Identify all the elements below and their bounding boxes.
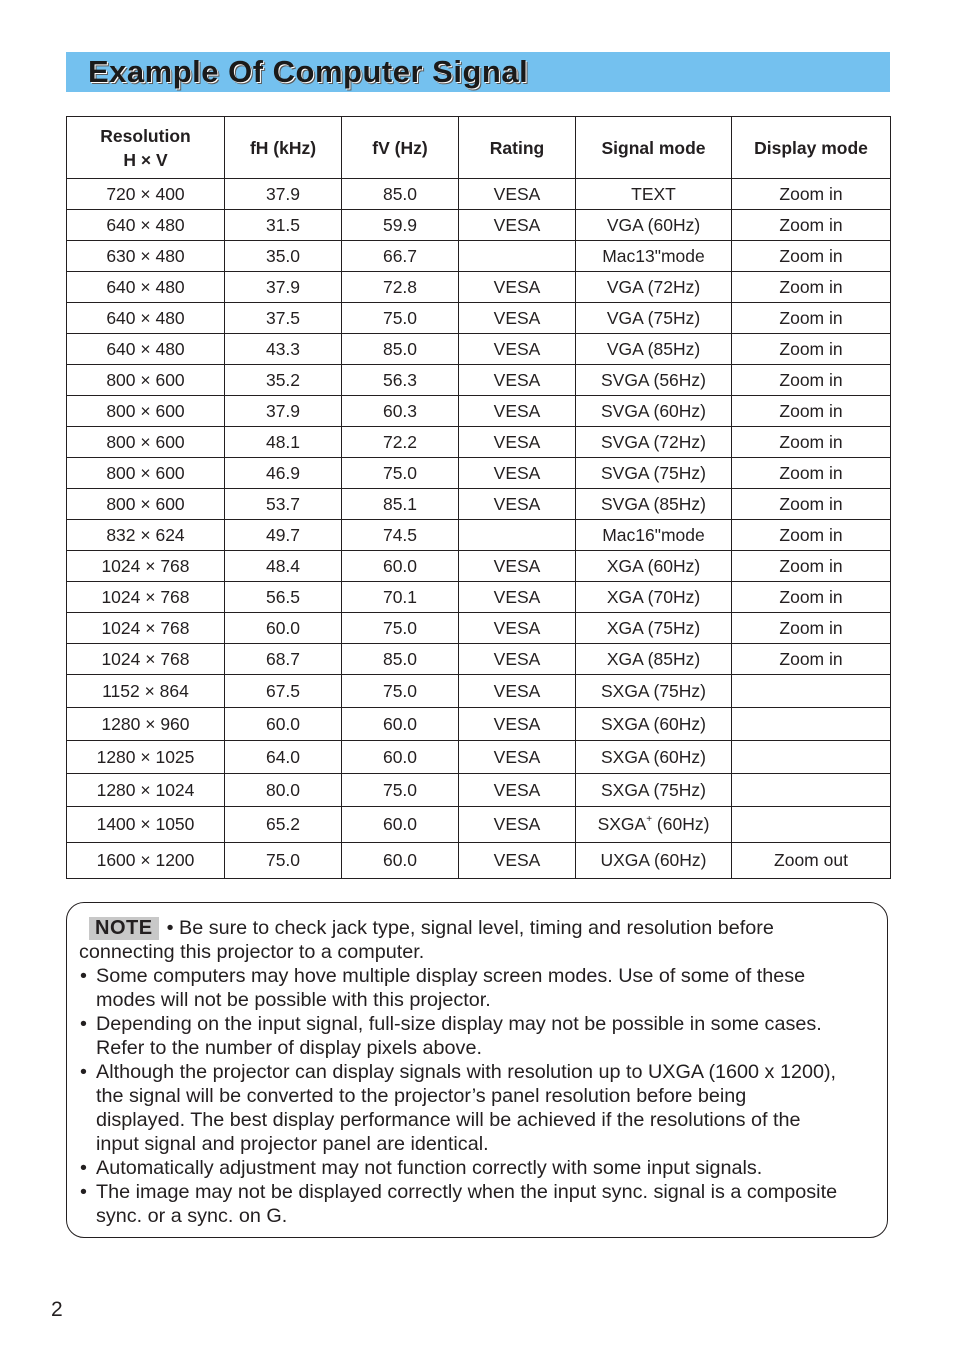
table-row [67, 675, 891, 708]
header-fh: fH (kHz) [225, 117, 342, 179]
cell-fh: 46.9 [225, 458, 342, 489]
cell-fv: 72.8 [342, 272, 459, 303]
note-bullet-line: The image may not be displayed correctly when the input sync. signal is a composite [96, 1181, 838, 1203]
cell-resolution: 800 × 600 [67, 489, 225, 520]
cell-rating: VESA [459, 334, 576, 365]
cell-resolution: 1024 × 768 [67, 644, 225, 675]
cell-rating [459, 520, 576, 551]
cell-signal-mode: XGA (70Hz) [576, 582, 732, 613]
cell-display-mode: Zoom out [732, 843, 891, 879]
cell-fv: 72.2 [342, 427, 459, 458]
cell-resolution: 1024 × 768 [67, 613, 225, 644]
table-row [67, 272, 891, 303]
note-first-bullet: • [166, 917, 174, 939]
table-row [67, 303, 891, 334]
cell-signal-mode: Mac13"mode [576, 241, 732, 272]
cell-fh: 60.0 [225, 708, 342, 741]
note-bullet-line: Although the projector can display signals with resolution up to UXGA (1600 x 1200), [96, 1061, 837, 1083]
cell-display-mode: Zoom in [732, 396, 891, 427]
note-bullet-line: Depending on the input signal, full-size display may not be possible in some cases. [96, 1013, 822, 1035]
cell-display-mode: Zoom in [732, 365, 891, 396]
table-row [67, 489, 891, 520]
cell-resolution: 832 × 624 [67, 520, 225, 551]
cell-rating: VESA [459, 708, 576, 741]
page-number: 2 [51, 1298, 63, 1321]
cell-display-mode: Zoom in [732, 520, 891, 551]
cell-signal-mode: VGA (75Hz) [576, 303, 732, 334]
note-badge: NOTE [89, 917, 159, 940]
cell-display-mode: Zoom in [732, 303, 891, 334]
cell-rating: VESA [459, 365, 576, 396]
cell-signal-mode: SXGA (75Hz) [576, 774, 732, 807]
cell-fh: 37.9 [225, 179, 342, 210]
cell-signal-mode: XGA (60Hz) [576, 551, 732, 582]
cell-resolution: 640 × 480 [67, 303, 225, 334]
cell-fh: 48.1 [225, 427, 342, 458]
cell-display-mode: Zoom in [732, 551, 891, 582]
cell-fv: 60.0 [342, 551, 459, 582]
note-bullet-line: displayed. The best display performance will be achieved if the resolutions of the [96, 1109, 801, 1131]
table-row [67, 644, 891, 675]
table-row [67, 365, 891, 396]
cell-rating: VESA [459, 458, 576, 489]
cell-display-mode: Zoom in [732, 272, 891, 303]
cell-fh: 37.5 [225, 303, 342, 334]
cell-display-mode: Zoom in [732, 334, 891, 365]
signal-mode-superscript: + [646, 814, 653, 825]
signal-mode-text: SXGA [597, 814, 647, 834]
cell-display-mode [732, 741, 891, 774]
signal-mode-suffix: (60Hz) [652, 814, 710, 834]
bullet-icon: • [80, 1013, 87, 1035]
cell-fh: 53.7 [225, 489, 342, 520]
cell-signal-mode: SVGA (72Hz) [576, 427, 732, 458]
note-bullet-line: Automatically adjustment may not function correctly with some input signals. [96, 1157, 763, 1179]
cell-signal-mode: UXGA (60Hz) [576, 843, 732, 879]
note-bullet-item [79, 1012, 879, 1060]
cell-fv: 56.3 [342, 365, 459, 396]
cell-fh: 64.0 [225, 741, 342, 774]
note-box [66, 902, 888, 1238]
table-row [67, 843, 891, 879]
cell-fv: 75.0 [342, 774, 459, 807]
cell-signal-mode: XGA (85Hz) [576, 644, 732, 675]
table-row [67, 582, 891, 613]
cell-rating: VESA [459, 644, 576, 675]
cell-fh: 37.9 [225, 396, 342, 427]
cell-fh: 35.0 [225, 241, 342, 272]
bullet-icon: • [80, 1157, 87, 1179]
cell-rating: VESA [459, 427, 576, 458]
cell-display-mode [732, 807, 891, 843]
cell-display-mode: Zoom in [732, 489, 891, 520]
table-row [67, 179, 891, 210]
header-resolution-label: Resolution [100, 125, 191, 146]
cell-fh: 75.0 [225, 843, 342, 879]
page-title: Example Of Computer Signal [88, 54, 529, 89]
cell-fv: 75.0 [342, 458, 459, 489]
table-row [67, 396, 891, 427]
cell-rating: VESA [459, 551, 576, 582]
note-bullet-line: sync. or a sync. on G. [96, 1205, 288, 1227]
cell-fv: 59.9 [342, 210, 459, 241]
cell-fv: 60.3 [342, 396, 459, 427]
cell-resolution: 1280 × 1024 [67, 774, 225, 807]
cell-resolution: 800 × 600 [67, 458, 225, 489]
note-bullet-line: the signal will be converted to the projector’s panel resolution before being [96, 1085, 747, 1107]
note-bullet-list [79, 964, 879, 1228]
section-title-bar [66, 52, 890, 92]
cell-resolution: 640 × 480 [67, 334, 225, 365]
cell-fv: 60.0 [342, 807, 459, 843]
cell-resolution: 630 × 480 [67, 241, 225, 272]
table-row [67, 241, 891, 272]
cell-fh: 80.0 [225, 774, 342, 807]
cell-resolution: 800 × 600 [67, 427, 225, 458]
cell-fh: 65.2 [225, 807, 342, 843]
bullet-icon: • [80, 1181, 87, 1203]
cell-fv: 85.1 [342, 489, 459, 520]
cell-signal-mode: SXGA (75Hz) [576, 675, 732, 708]
cell-display-mode: Zoom in [732, 613, 891, 644]
cell-rating: VESA [459, 741, 576, 774]
note-bullet-line: modes will not be possible with this projector. [96, 989, 491, 1011]
cell-rating: VESA [459, 675, 576, 708]
cell-fh: 35.2 [225, 365, 342, 396]
note-bullet-line: input signal and projector panel are identical. [96, 1133, 489, 1155]
note-first-line [79, 916, 879, 940]
cell-signal-mode: SXGA (60Hz) [576, 708, 732, 741]
table-row [67, 774, 891, 807]
cell-fv: 60.0 [342, 708, 459, 741]
cell-display-mode: Zoom in [732, 241, 891, 272]
table-row [67, 334, 891, 365]
cell-signal-mode: XGA (75Hz) [576, 613, 732, 644]
cell-signal-mode: Mac16"mode [576, 520, 732, 551]
note-bullet-item [79, 1156, 879, 1180]
table-row [67, 427, 891, 458]
table-row [67, 708, 891, 741]
cell-fh: 37.9 [225, 272, 342, 303]
cell-fv: 66.7 [342, 241, 459, 272]
cell-rating: VESA [459, 272, 576, 303]
cell-resolution: 800 × 600 [67, 365, 225, 396]
cell-rating: VESA [459, 807, 576, 843]
cell-signal-mode: SVGA (56Hz) [576, 365, 732, 396]
cell-fh: 60.0 [225, 613, 342, 644]
table-row [67, 613, 891, 644]
bullet-icon: • [80, 1061, 87, 1083]
table-row [67, 458, 891, 489]
cell-rating: VESA [459, 396, 576, 427]
note-bullet-line: Refer to the number of display pixels above. [96, 1037, 482, 1059]
cell-display-mode: Zoom in [732, 210, 891, 241]
cell-fh: 48.4 [225, 551, 342, 582]
cell-rating: VESA [459, 210, 576, 241]
cell-resolution: 1024 × 768 [67, 551, 225, 582]
cell-rating: VESA [459, 613, 576, 644]
cell-display-mode: Zoom in [732, 179, 891, 210]
cell-signal-mode: SVGA (75Hz) [576, 458, 732, 489]
cell-resolution: 1152 × 864 [67, 675, 225, 708]
cell-signal-mode: VGA (72Hz) [576, 272, 732, 303]
cell-resolution: 640 × 480 [67, 272, 225, 303]
cell-resolution: 1600 × 1200 [67, 843, 225, 879]
cell-resolution: 1400 × 1050 [67, 807, 225, 843]
cell-signal-mode: VGA (60Hz) [576, 210, 732, 241]
cell-fv: 60.0 [342, 843, 459, 879]
cell-rating: VESA [459, 303, 576, 334]
cell-signal-mode: SVGA (60Hz) [576, 396, 732, 427]
note-bullet-item [79, 1060, 879, 1156]
header-signal-mode: Signal mode [576, 117, 732, 179]
cell-fv: 85.0 [342, 644, 459, 675]
note-bullet-item [79, 1180, 879, 1228]
header-display-mode: Display mode [732, 117, 891, 179]
cell-resolution: 1280 × 960 [67, 708, 225, 741]
cell-fv: 85.0 [342, 334, 459, 365]
header-resolution-sub: H × V [123, 149, 168, 170]
cell-fh: 49.7 [225, 520, 342, 551]
table-row [67, 807, 891, 843]
cell-rating: VESA [459, 582, 576, 613]
table-row [67, 210, 891, 241]
cell-signal-mode: SXGA (60Hz) [576, 741, 732, 774]
cell-rating: VESA [459, 489, 576, 520]
signal-table [66, 116, 891, 879]
cell-fv: 60.0 [342, 741, 459, 774]
cell-fv: 74.5 [342, 520, 459, 551]
cell-fh: 68.7 [225, 644, 342, 675]
cell-fh: 43.3 [225, 334, 342, 365]
table-row [67, 741, 891, 774]
cell-rating: VESA [459, 843, 576, 879]
table-header-row [67, 117, 891, 179]
cell-rating: VESA [459, 179, 576, 210]
table-row [67, 520, 891, 551]
note-content [79, 916, 879, 1228]
cell-fv: 75.0 [342, 675, 459, 708]
cell-fv: 85.0 [342, 179, 459, 210]
cell-display-mode: Zoom in [732, 458, 891, 489]
cell-fv: 70.1 [342, 582, 459, 613]
cell-signal-mode: VGA (85Hz) [576, 334, 732, 365]
cell-fh: 67.5 [225, 675, 342, 708]
header-fv: fV (Hz) [342, 117, 459, 179]
cell-fh: 56.5 [225, 582, 342, 613]
note-first-continuation: connecting this projector to a computer. [79, 941, 425, 963]
cell-resolution: 1024 × 768 [67, 582, 225, 613]
cell-resolution: 1280 × 1025 [67, 741, 225, 774]
cell-display-mode: Zoom in [732, 582, 891, 613]
cell-rating: VESA [459, 774, 576, 807]
cell-display-mode: Zoom in [732, 427, 891, 458]
note-first-text: Be sure to check jack type, signal level, timing and resolution before [179, 917, 774, 939]
cell-signal-mode: TEXT [576, 179, 732, 210]
cell-display-mode [732, 675, 891, 708]
table-row [67, 551, 891, 582]
cell-fv: 75.0 [342, 303, 459, 334]
cell-resolution: 800 × 600 [67, 396, 225, 427]
cell-fv: 75.0 [342, 613, 459, 644]
cell-signal-mode [576, 807, 732, 843]
cell-resolution: 640 × 480 [67, 210, 225, 241]
note-bullet-line: Some computers may hove multiple display screen modes. Use of some of these [96, 965, 806, 987]
cell-signal-mode: SVGA (85Hz) [576, 489, 732, 520]
bullet-icon: • [80, 965, 87, 987]
cell-resolution: 720 × 400 [67, 179, 225, 210]
cell-fh: 31.5 [225, 210, 342, 241]
cell-display-mode [732, 708, 891, 741]
note-bullet-item [79, 964, 879, 1012]
header-rating: Rating [459, 117, 576, 179]
cell-display-mode [732, 774, 891, 807]
header-resolution [67, 117, 225, 179]
cell-rating [459, 241, 576, 272]
cell-display-mode: Zoom in [732, 644, 891, 675]
